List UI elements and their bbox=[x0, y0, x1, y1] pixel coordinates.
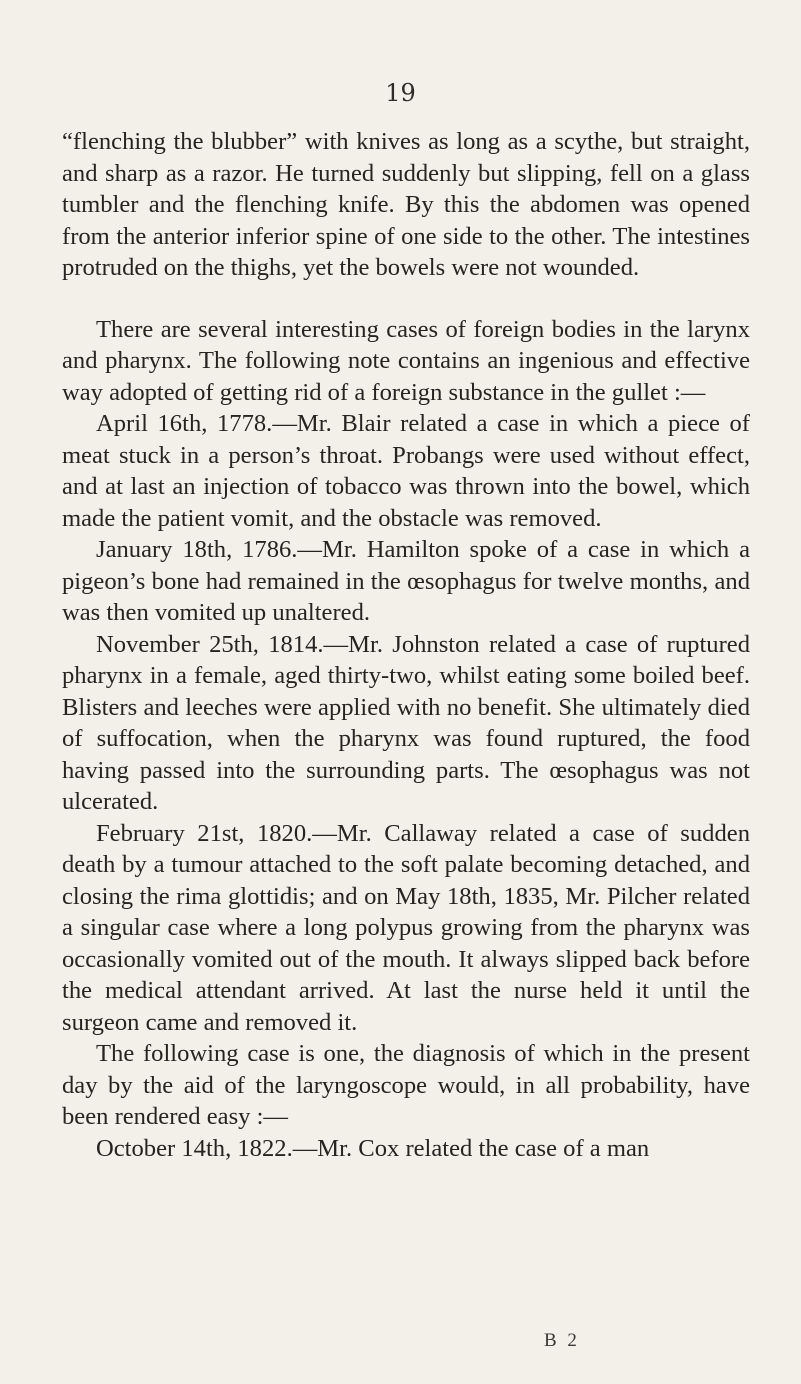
signature-mark: B 2 bbox=[544, 1330, 580, 1351]
paragraph-february-1820: February 21st, 1820.—Mr. Callaway related a case of sudden death by a tumour attached to the soft palate becoming detached, and closing the rima glottidis; and on May 18th, 1835, Mr. Pilcher related a singular case where a long polypus growing from the pharynx was occasionally vomited out of the mouth. It always slipped back before the medical attendant arrived. At last the nurse held it until the surgeon came and removed it. bbox=[62, 819, 750, 1036]
paragraph-foreign-bodies-intro: There are several interesting cases of foreign bodies in the larynx and pharynx. The following note contains an ingenious and effective way adopted of getting rid of a foreign substance in the gullet :— bbox=[62, 315, 750, 406]
paragraph-april-1778: April 16th, 1778.—Mr. Blair related a case in which a piece of meat stuck in a person’s throat. Probangs were used without effect, and at last an injection of tobacco was thrown into the bowel, which made the patient vomit, and the obstacle was removed. bbox=[62, 410, 750, 532]
page-number: 19 bbox=[385, 79, 416, 107]
paragraph-october-1822: October 14th, 1822.—Mr. Cox related the case of a man bbox=[96, 1134, 650, 1162]
paragraph-november-1814: November 25th, 1814.—Mr. Johnston related a case of ruptured pharynx in a female, aged thirty-two, whilst eating some boiled beef. Blisters and leeches were applied with no benefit. She ultimately died of suffocation, when the pharynx was found ruptured, the food having passed into the surrounding parts. The œsophagus was not ulcerated. bbox=[62, 630, 750, 815]
paragraph-laryngoscope: The following case is one, the diagnosis of which in the present day by the aid of the laryngoscope would, in all probability, have been rendered easy :— bbox=[62, 1040, 750, 1130]
paragraph-january-1786: January 18th, 1786.—Mr. Hamilton spoke of a case in which a pigeon’s bone had remained in the œsophagus for twelve months, and was then vomited up unaltered. bbox=[62, 536, 750, 626]
body-text bbox=[62, 126, 750, 1164]
paragraph-flenching: “flenching the blubber” with knives as long as a scythe, but straight, and sharp as a razor. He turned suddenly but slipping, fell on a glass tumbler and the flenching knife. By this the abdomen was opened from the anterior inferior spine of one side to the other. The intestines protruded on the thighs, yet the bowels were not wounded. bbox=[62, 128, 750, 281]
